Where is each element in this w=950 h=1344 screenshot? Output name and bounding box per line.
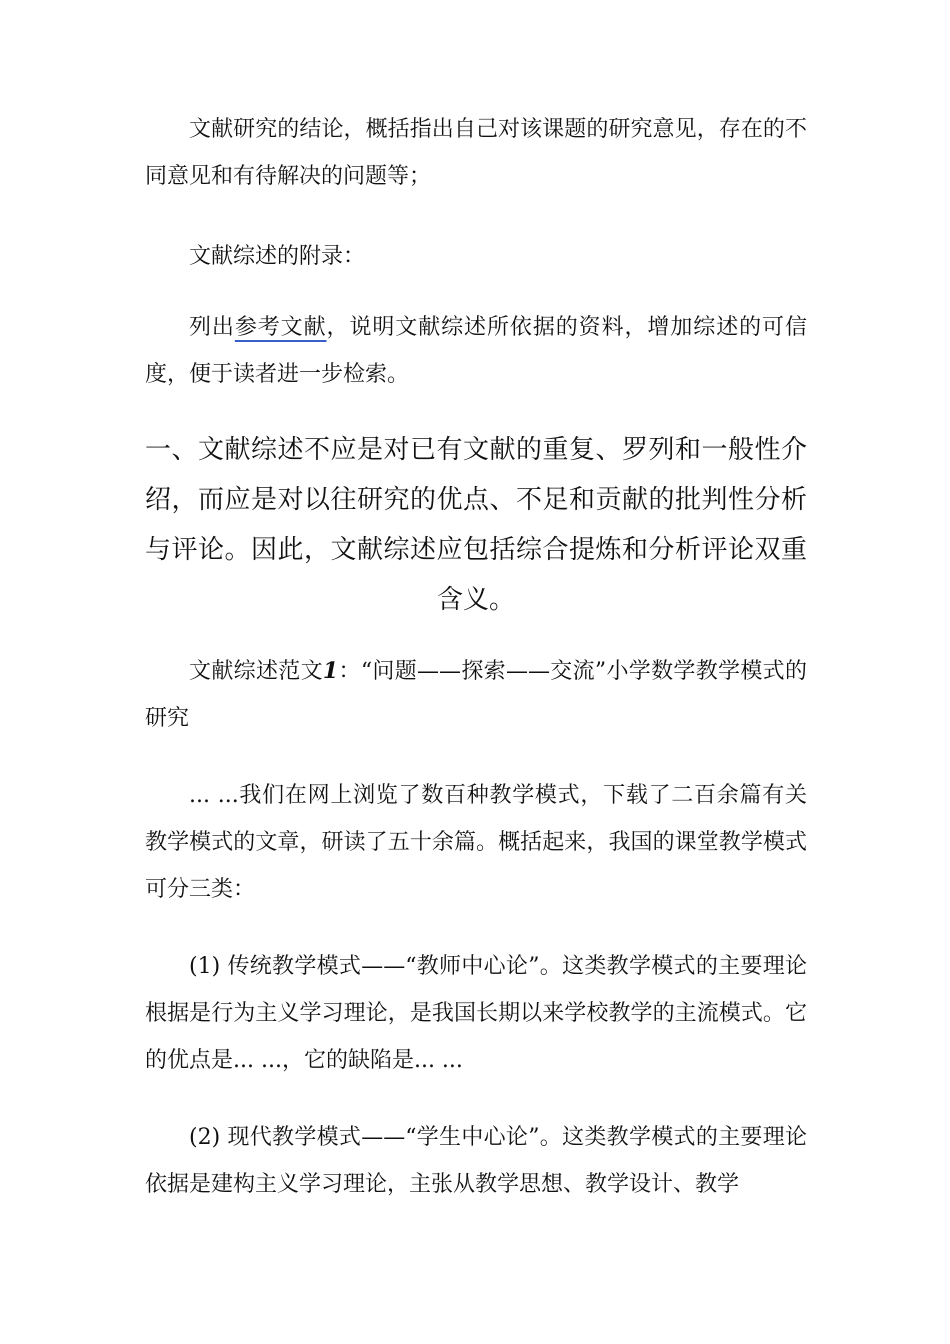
paragraph-survey: ... ...我们在网上浏览了数百种教学模式，下载了二百余篇有关教学模式的文章，研读了五十余篇。概括起来，我国的课堂教学模式可分三类： xyxy=(145,783,807,902)
sample-title-before: 文献综述范文 xyxy=(189,659,323,684)
paragraph-sample-title xyxy=(145,648,807,742)
paragraph-traditional-model: (1) 传统教学模式——“教师中心论”。这类教学模式的主要理论根据是行为主义学习理论，是我国长期以来学校教学的主流模式。它的优点是... ...，它的缺陷是... ... xyxy=(145,954,807,1073)
paragraph-references xyxy=(145,304,807,398)
paragraph-appendix-label: 文献综述的附录： xyxy=(189,244,366,269)
references-link[interactable]: 参考文献 xyxy=(234,315,327,340)
sample-title-after: ：“问题——探索——交流”小学数学教学模式的研究 xyxy=(145,659,807,731)
references-text-before: 列出 xyxy=(189,315,235,340)
sample-number: 1 xyxy=(322,658,339,684)
paragraph-conclusion: 文献研究的结论，概括指出自己对该课题的研究意见，存在的不同意见和有待解决的问题等； xyxy=(145,117,807,189)
references-text-after: ，说明文献综述所依据的资料，增加综述的可信度，便于读者进一步检索。 xyxy=(145,315,807,387)
paragraph-modern-model: (2) 现代教学模式——“学生中心论”。这类教学模式的主要理论依据是建构主义学习理论，主张从教学思想、教学设计、教学 xyxy=(145,1125,807,1197)
section-heading: 一、文献综述不应是对已有文献的重复、罗列和一般性介绍，而应是对以往研究的优点、不足和贡献的批判性分析与评论。因此，文献综述应包括综合提炼和分析评论双重含义。 xyxy=(145,435,807,615)
